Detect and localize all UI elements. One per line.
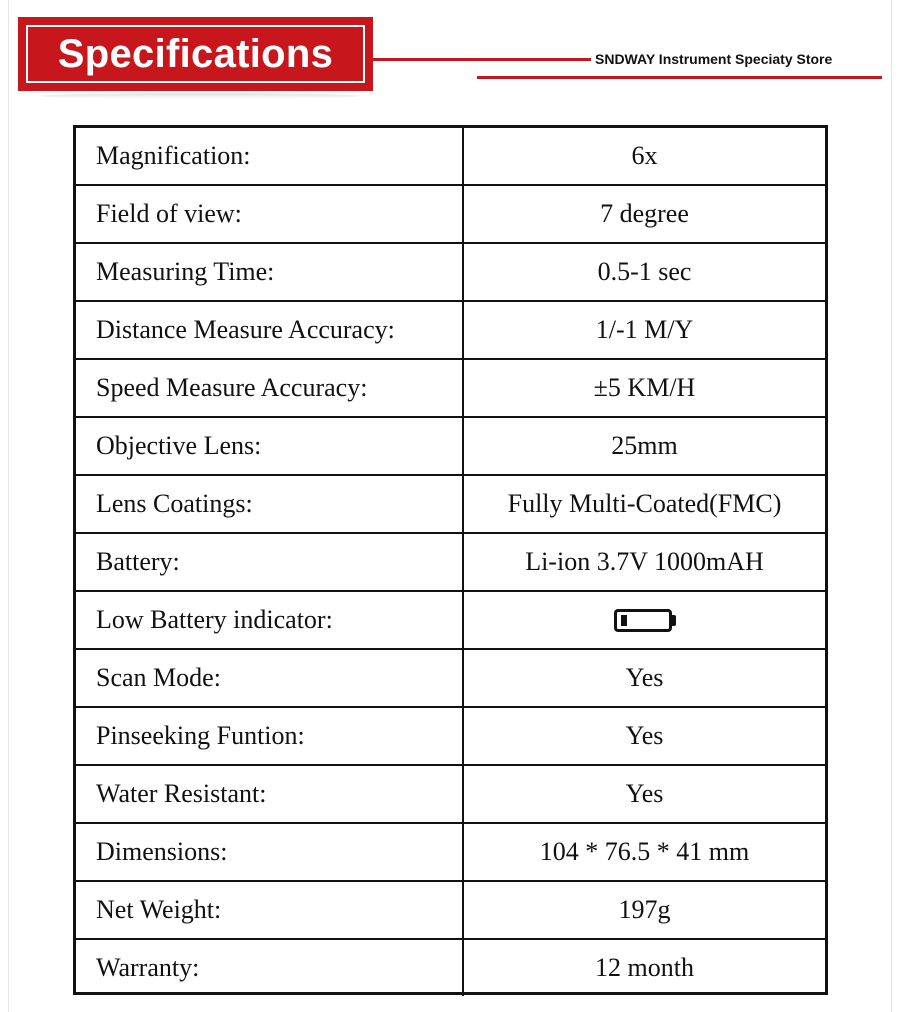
- spec-value: 7 degree: [600, 199, 689, 228]
- spec-row-magnification: [76, 128, 825, 186]
- spec-row-battery: [76, 534, 825, 592]
- spec-value: Yes: [625, 721, 664, 750]
- header-rule-bottom: [477, 76, 882, 79]
- spec-label: Pinseeking Funtion:: [76, 708, 464, 764]
- spec-row-dimensions: [76, 824, 825, 882]
- spec-row-water-resistant: [76, 766, 825, 824]
- spec-value: Fully Multi-Coated(FMC): [507, 489, 782, 518]
- spec-row-lens-coatings: [76, 476, 825, 534]
- spec-value: 104 * 76.5 * 41 mm: [539, 837, 750, 866]
- title-shadow: [40, 93, 360, 99]
- spec-value: Li-ion 3.7V 1000mAH: [525, 547, 764, 576]
- spec-label: Lens Coatings:: [76, 476, 464, 532]
- spec-value: ±5 KM/H: [593, 373, 696, 402]
- spec-value: [464, 592, 825, 648]
- spec-label: Low Battery indicator:: [76, 592, 464, 648]
- spec-row-scan-mode: [76, 650, 825, 708]
- battery-level-fill: [621, 615, 627, 626]
- spec-value: Yes: [625, 779, 664, 808]
- spec-value: 0.5-1 sec: [597, 257, 692, 286]
- spec-label: Net Weight:: [76, 882, 464, 938]
- right-border-line: [891, 0, 892, 1012]
- spec-label: Water Resistant:: [76, 766, 464, 822]
- header-rule-top: [373, 58, 591, 61]
- spec-value: 12 month: [595, 953, 694, 982]
- battery-body: [614, 609, 672, 632]
- store-name: SNDWAY Instrument Speciaty Store: [595, 51, 833, 67]
- spec-row-pinseeking: [76, 708, 825, 766]
- spec-label: Warranty:: [76, 940, 464, 996]
- spec-row-distance-accuracy: [76, 302, 825, 360]
- spec-value: 197g: [618, 895, 671, 924]
- spec-value: 25mm: [611, 431, 678, 460]
- spec-label: Objective Lens:: [76, 418, 464, 474]
- spec-label: Measuring Time:: [76, 244, 464, 300]
- spec-row-speed-accuracy: [76, 360, 825, 418]
- spec-value: 1/-1 M/Y: [595, 315, 694, 344]
- spec-table: [73, 125, 828, 995]
- spec-label: Field of view:: [76, 186, 464, 242]
- low-battery-icon: [614, 609, 676, 632]
- spec-value: 6x: [631, 141, 658, 170]
- spec-label: Battery:: [76, 534, 464, 590]
- spec-row-field-of-view: [76, 186, 825, 244]
- spec-label: Scan Mode:: [76, 650, 464, 706]
- spec-label: Speed Measure Accuracy:: [76, 360, 464, 416]
- spec-label: Dimensions:: [76, 824, 464, 880]
- title-banner: [18, 17, 373, 91]
- left-border-line: [8, 0, 9, 1012]
- spec-row-objective-lens: [76, 418, 825, 476]
- spec-row-measuring-time: [76, 244, 825, 302]
- spec-label: Magnification:: [76, 128, 464, 184]
- battery-terminal: [672, 615, 676, 626]
- spec-row-low-battery-indicator: [76, 592, 825, 650]
- spec-value: Yes: [625, 663, 664, 692]
- page-title: Specifications: [57, 31, 334, 76]
- spec-row-net-weight: [76, 882, 825, 940]
- spec-row-warranty: [76, 940, 825, 996]
- spec-label: Distance Measure Accuracy:: [76, 302, 464, 358]
